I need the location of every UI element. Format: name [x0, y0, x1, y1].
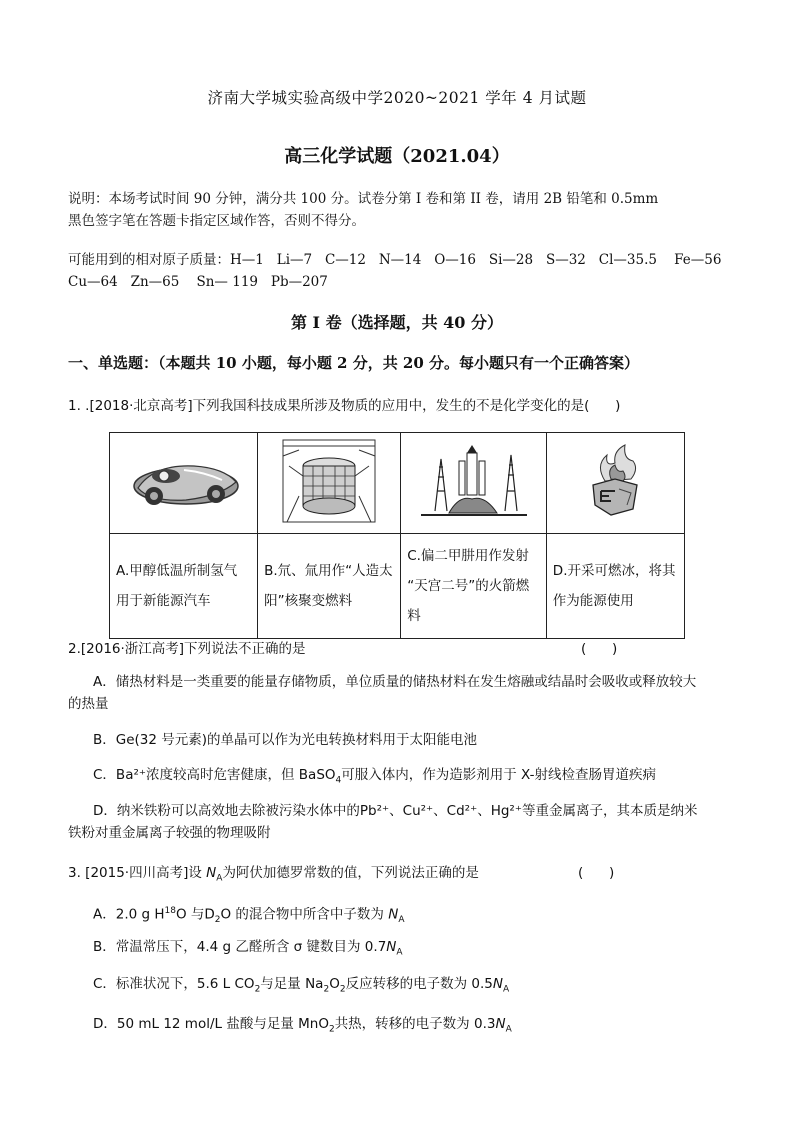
q2-option-a-line-2: 的热量 [68, 696, 109, 712]
q1-option-c-line-1: C.偏二甲肼用作发射 [407, 548, 529, 564]
q3-option-a [93, 900, 733, 931]
q2-answer-paren: ( ) [581, 641, 618, 657]
q2-option-d-line-1: D．纳米铁粉可以高效地去除被污染水体中的Pb²⁺、Cu²⁺、Cd²⁺、Hg²⁺等重金属离子，其本质是纳米 [93, 803, 698, 819]
q1-option-c-line-3: 料 [407, 608, 421, 624]
q2-option-c [93, 764, 733, 792]
q3-option-a-sup: 18 [164, 906, 176, 916]
q1-option-b [258, 534, 401, 639]
q3-option-b [93, 936, 733, 964]
q3-option-c-sub-1: 2 [254, 984, 261, 995]
q2-stem [68, 638, 738, 660]
q1-image-c [401, 433, 547, 534]
burning-ice-icon [575, 441, 655, 521]
q3-stem [68, 862, 738, 890]
reactor-icon [279, 436, 379, 526]
q3-option-d-sub: 2 [328, 1024, 335, 1035]
q3-option-a-text-3: O 的混合物中所含中子数为 [220, 906, 389, 923]
q3-option-d-na: N [495, 1016, 506, 1032]
q3-option-b-na: N [386, 939, 397, 955]
q2-option-c-sub: 4 [335, 775, 342, 786]
q3-option-c-na-sub: A [502, 984, 510, 995]
q3-option-a-text-2: O 与D [175, 906, 215, 923]
q3-stem-text-1: 3. [2015·四川高考]设 [68, 865, 207, 881]
q1-option-b-line-2: 阳”核聚变燃料 [264, 593, 353, 609]
q1-option-table [109, 432, 685, 639]
q1-option-d-line-1: D.开采可燃冰，将其 [552, 563, 676, 579]
q1-option-a [110, 534, 258, 639]
q3-option-a-text-1: A．2.0 g H [93, 906, 165, 923]
q3-option-d-na-sub: A [505, 1024, 512, 1035]
q2-option-d [68, 800, 733, 844]
q3-option-d [93, 1013, 733, 1041]
q2-option-c-text-2: 可服入体内，作为造影剂用于 X-射线检查肠胃道疾病 [341, 767, 657, 783]
q2-option-a [68, 671, 733, 715]
q3-option-a-na-sub: A [398, 915, 405, 926]
section-title: 第 I 卷（选择题，共 40 分） [290, 313, 504, 332]
q1-image-d [546, 433, 684, 534]
q3-option-d-text-2: 共热，转移的电子数为 0.3 [334, 1016, 496, 1032]
q3-na-symbol: N [206, 865, 217, 881]
q1-option-d-line-2: 作为能源使用 [552, 593, 634, 609]
q1-option-c [401, 534, 547, 639]
q3-option-c-text-1: C．标准状况下，5.6 L CO [93, 976, 255, 992]
atomic-masses-line-1: 可能用到的相对原子质量：H—1 Li—7 C—12 N—14 O—16 Si—28 S—32 Cl—35.5 Fe—56 [68, 252, 722, 268]
q3-option-d-text-1: D．50 mL 12 mol/L 盐酸与足量 MnO [93, 1016, 329, 1032]
q3-option-c-na: N [492, 976, 503, 992]
atomic-masses [68, 249, 736, 293]
q1-option-c-line-2: “天宫二号”的火箭燃 [407, 578, 530, 594]
q1-stem: 1. .[2018·北京高考]下列我国科技成果所涉及物质的应用中，发生的不是化学变化的是( ) [68, 398, 621, 414]
q3-option-b-text: B．常温常压下，4.4 g 乙醛所含 σ 键数目为 0.7 [93, 939, 387, 955]
car-icon [124, 446, 244, 516]
instructions [68, 188, 736, 232]
q3-option-c-text-3: 反应转移的电子数为 0.5 [345, 976, 493, 992]
question-type-heading: 一、单选题：（本题共 10 小题，每小题 2 分，共 20 分。每小题只有一个正确答案） [68, 354, 640, 372]
q1-option-a-line-1: A.甲醇低温所制氢气 [116, 563, 238, 579]
q3-option-c [93, 973, 733, 1001]
q3-na-sub: A [216, 873, 223, 884]
q3-option-c-sub-3: 2 [339, 984, 346, 995]
instructions-line-2: 黑色签字笔在答题卡指定区域作答，否则不得分。 [68, 213, 365, 229]
page-title: 高三化学试题（2021.04） [284, 146, 510, 167]
rocket-launch-icon [419, 441, 529, 521]
q1-image-b [258, 433, 401, 534]
q2-option-c-text-1: C．Ba²⁺浓度较高时危害健康，但 BaSO [93, 767, 336, 783]
q3-answer-paren: ( ) [578, 865, 615, 881]
q3-option-c-text-2: 与足量 Na [260, 976, 324, 992]
school-header: 济南大学城实验高级中学2020~2021 学年 4 月试题 [207, 89, 587, 107]
q2-stem-text: 2.[2016·浙江高考]下列说法不正确的是 [68, 641, 306, 657]
q3-stem-text-2: 为阿伏加德罗常数的值，下列说法正确的是 [222, 865, 479, 881]
q2-option-d-line-2: 铁粉对重金属离子较强的物理吸附 [68, 825, 271, 841]
q3-option-b-na-sub: A [396, 947, 403, 958]
q1-option-a-line-2: 用于新能源汽车 [116, 593, 211, 609]
q2-option-b: B．Ge(32 号元素)的单晶可以作为光电转换材料用于太阳能电池 [93, 732, 478, 748]
q3-option-a-sub: 2 [214, 915, 221, 926]
q1-image-a [110, 433, 258, 534]
q2-option-a-line-1: A．储热材料是一类重要的能量存储物质，单位质量的储热材料在发生熔融或结晶时会吸收或释放较大 [93, 674, 697, 690]
q3-option-c-sub-2: 2 [323, 984, 330, 995]
q1-option-b-line-1: B.氘、氚用作“人造太 [264, 563, 393, 579]
atomic-masses-line-2: Cu—64 Zn—65 Sn— 119 Pb—207 [68, 274, 328, 290]
q3-option-c-o: O [329, 976, 340, 992]
q1-option-d [546, 534, 684, 639]
q3-option-a-na: N [388, 906, 399, 923]
instructions-line-1: 说明：本场考试时间 90 分钟，满分共 100 分。试卷分第 I 卷和第 II 卷，请用 2B 铅笔和 0.5mm [68, 191, 659, 207]
